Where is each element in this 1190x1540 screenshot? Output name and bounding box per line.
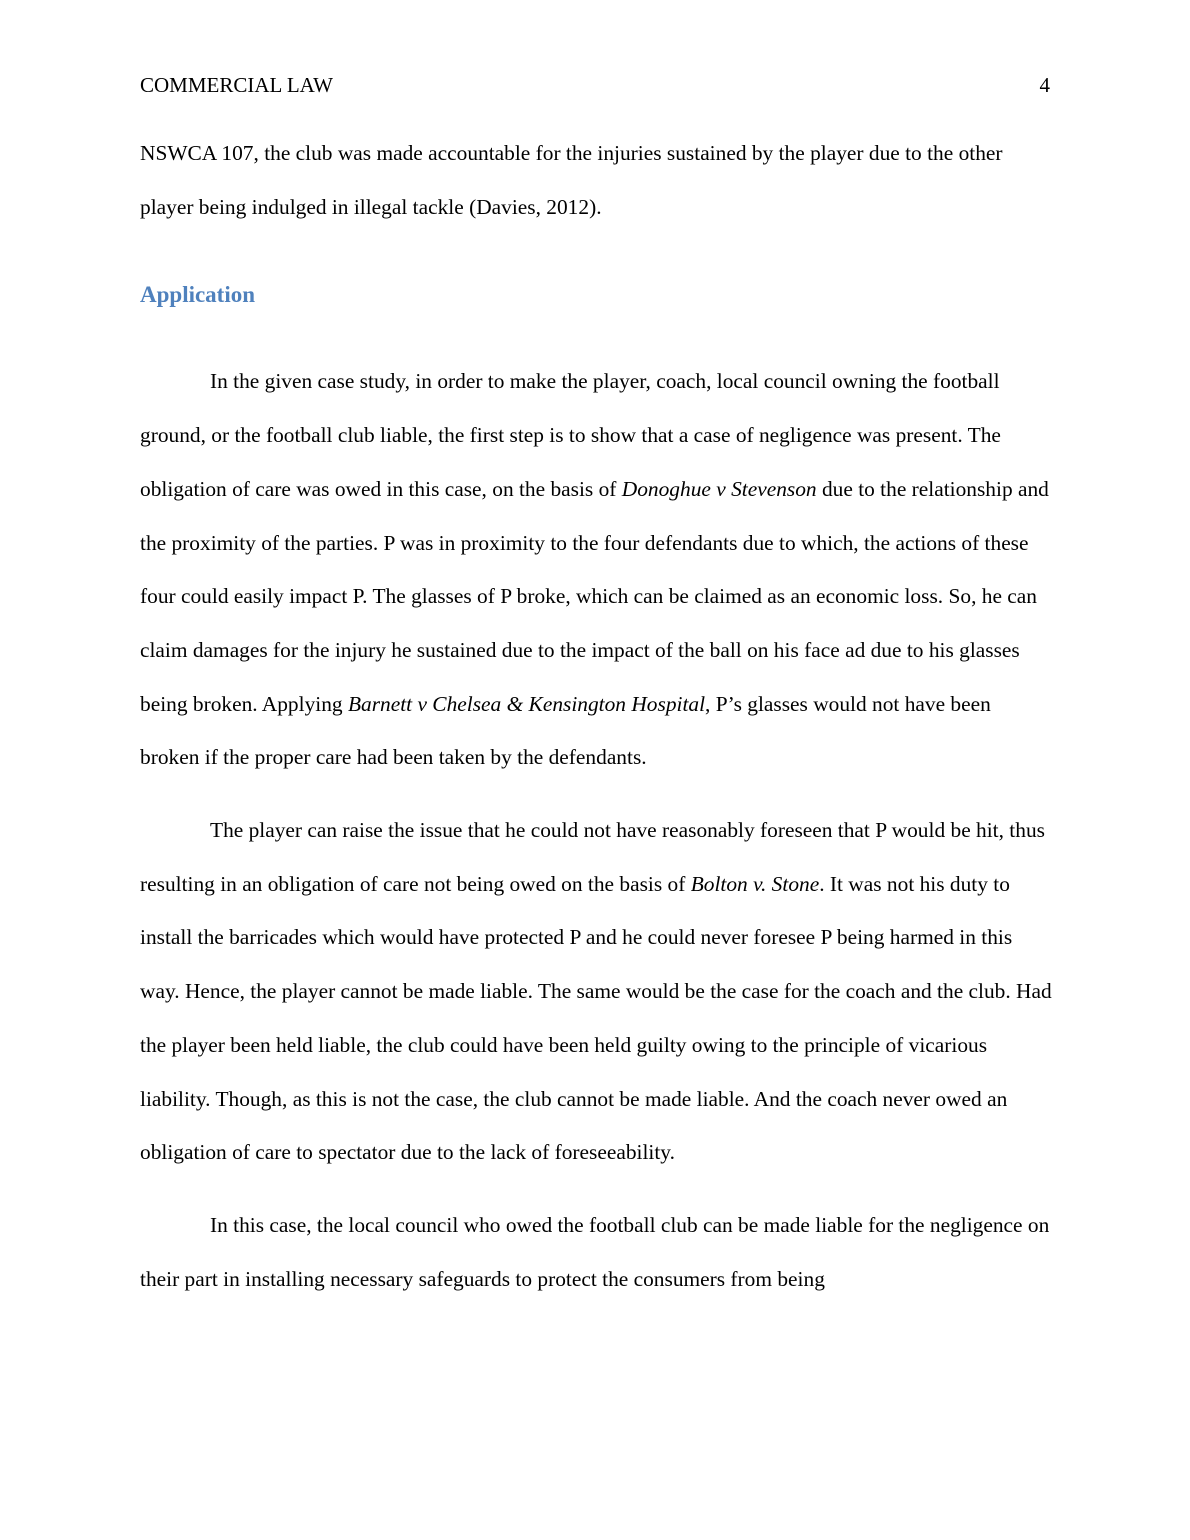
page-number: 4 xyxy=(1039,73,1050,97)
paragraph-text: In this case, the local council who owed the football club can be made liable for the negligence on their part in installing necessary safeguards to protect the consumers from being xyxy=(140,1212,1050,1291)
paragraph-text: . It was not his duty to install the barricades which would have protected P and he could never foresee P being harmed in this way. Hence, the player cannot be made liable. The same would be the case for the coach and the club. Had the player been held liable, the club could have been held guilty owing to the principle of vicarious liability. Though, as this is not the case, the club cannot be made liable. And the coach never owed an obligation of care to spectator due to the lack of foreseeability. xyxy=(140,871,1052,1165)
paragraph-application-1 xyxy=(140,355,1052,785)
paragraph-application-2 xyxy=(140,804,1052,1180)
section-heading-application: Application xyxy=(140,282,256,308)
continued-paragraph: NSWCA 107, the club was made accountable for the injuries sustained by the player due to the other player being indulged in illegal tackle (Davies, 2012). xyxy=(140,141,1003,219)
paragraph-text: due to the relationship and the proximity of the parties. P was in proximity to the four defendants due to which, the actions of these four could easily impact P. The glasses of P broke, which can be claimed as an economic loss. So, he can claim damages for the injury he sustained due to the impact of the ball on his face ad due to his glasses being broken. Applying xyxy=(140,476,1049,716)
document-body xyxy=(140,127,1052,1306)
case-citation: Barnett v Chelsea & Kensington Hospital xyxy=(347,691,706,716)
case-citation: Bolton v. Stone xyxy=(690,871,820,896)
paragraph-application-3 xyxy=(140,1199,1052,1306)
paragraph-text: The player can raise the issue that he could not have reasonably foreseen that P would be hit, thus resulting in an obligation of care not being owed on the basis of xyxy=(140,818,1045,896)
running-title: COMMERCIAL LAW xyxy=(140,73,333,97)
paragraph-text: , P’s glasses would not have been broken if the proper care had been taken by the defendants. xyxy=(140,691,991,770)
running-header xyxy=(140,70,1050,100)
paragraph-text: In the given case study, in order to make the player, coach, local council owning the football ground, or the football club liable, the first step is to show that a case of negligence was present. The obligation of care was owed in this case, on the basis of xyxy=(140,369,1001,501)
case-citation: Donoghue v Stevenson xyxy=(621,476,817,501)
